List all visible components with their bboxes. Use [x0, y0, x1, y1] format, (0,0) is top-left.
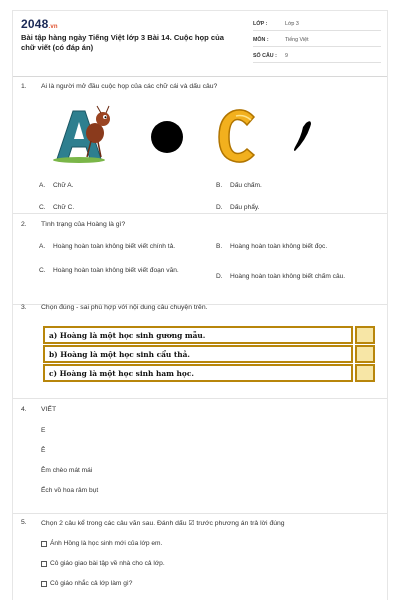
- option-text: Chữ A.: [53, 182, 74, 189]
- option-b[interactable]: [216, 182, 262, 189]
- checkbox-icon[interactable]: [41, 581, 47, 587]
- question-text: Chọn đúng - sai phù hợp với nội dung câu chuyện trên.: [41, 304, 208, 311]
- option-text: Hoàng hoàn toàn không biết viết đoạn văn.: [53, 267, 179, 274]
- question-2: [21, 221, 381, 301]
- option-text: Dấu phẩy.: [230, 204, 260, 211]
- checkbox-option[interactable]: [41, 580, 132, 587]
- worksheet-page: [12, 10, 388, 600]
- site-logo[interactable]: [21, 17, 58, 31]
- answer-box[interactable]: [355, 345, 375, 363]
- meta-panel: [253, 18, 381, 66]
- meta-row-count: [253, 50, 381, 63]
- option-text: Hoàng hoàn toàn không biết đọc.: [230, 243, 328, 250]
- option-d[interactable]: [216, 273, 345, 280]
- checkbox-label: Cô giáo nhắc cả lớp làm gì?: [50, 580, 133, 587]
- dot-image: [151, 121, 183, 153]
- option-c[interactable]: [39, 204, 74, 211]
- question-number: 2.: [21, 221, 27, 228]
- question-5: [21, 519, 381, 600]
- option-key: C.: [39, 204, 46, 211]
- option-a[interactable]: [39, 182, 74, 189]
- question-number: 1.: [21, 83, 27, 90]
- checkbox-icon[interactable]: [41, 541, 47, 547]
- statement-cell: a) Hoàng là một học sinh gương mẫu.: [43, 326, 353, 344]
- true-false-row: [43, 345, 388, 363]
- option-key: B.: [216, 182, 223, 189]
- writing-item: Êm chèo mát mái: [41, 467, 93, 474]
- option-text: Dấu chấm.: [230, 182, 262, 189]
- comma-image: [294, 121, 311, 151]
- writing-item: Ếch vồ hoa râm bụt: [41, 487, 99, 494]
- option-key: A.: [39, 243, 46, 250]
- option-text: Chữ C.: [53, 204, 75, 211]
- checkbox-label: Cô giáo giao bài tập về nhà cho cả lớp.: [50, 560, 165, 567]
- meta-value: Tiếng Việt: [285, 37, 309, 43]
- question-number: 3.: [21, 304, 27, 311]
- option-d[interactable]: [216, 204, 260, 211]
- logo-text: 2048: [21, 17, 49, 31]
- writing-item: E: [41, 427, 46, 434]
- option-key: C.: [39, 267, 46, 274]
- option-c[interactable]: [39, 265, 209, 276]
- true-false-row: [43, 326, 388, 344]
- checkbox-option[interactable]: [41, 560, 165, 567]
- question-text: Chọn 2 câu kể trong các câu văn sau. Đánh dấu ☑ trước phương án trả lời đúng: [41, 520, 285, 527]
- statement-cell: c) Hoàng là một học sinh ham học.: [43, 364, 353, 382]
- letter-a-ant-image: [53, 106, 110, 163]
- question-3: [21, 304, 381, 394]
- option-text: Hoàng hoàn toàn không biết chấm câu.: [230, 273, 346, 280]
- option-a[interactable]: [39, 243, 175, 250]
- checkbox-label: Ánh Hồng là học sinh mới của lớp em.: [50, 540, 163, 547]
- checkbox-icon[interactable]: [41, 561, 47, 567]
- option-key: A.: [39, 182, 46, 189]
- question-text: Ai là người mở đầu cuộc họp của các chữ cái và dấu câu?: [41, 83, 218, 90]
- meta-value: Lớp 3: [285, 21, 299, 27]
- meta-row-class: [253, 18, 381, 31]
- meta-label: MÔN :: [253, 37, 269, 43]
- question-text: VIẾT: [41, 406, 57, 413]
- true-false-row: [43, 364, 388, 382]
- letter-c-image: [219, 110, 254, 162]
- option-b[interactable]: [216, 243, 327, 250]
- statement-cell: b) Hoàng là một học sinh cẩu thả.: [43, 345, 353, 363]
- divider: [13, 213, 388, 214]
- option-key: D.: [216, 273, 223, 280]
- answer-box[interactable]: [355, 326, 375, 344]
- question-4: [21, 406, 381, 510]
- meta-label: SỐ CÂU :: [253, 53, 277, 59]
- answer-box[interactable]: [355, 364, 375, 382]
- option-key: D.: [216, 204, 223, 211]
- question-number: 5.: [21, 519, 27, 526]
- writing-item: Ê: [41, 447, 46, 454]
- meta-label: LỚP :: [253, 21, 268, 27]
- meta-value: 9: [285, 53, 288, 59]
- question-1: [21, 83, 381, 211]
- checkbox-option[interactable]: [41, 540, 162, 547]
- meta-row-subject: [253, 34, 381, 47]
- true-false-table: [43, 326, 388, 383]
- option-text: Hoàng hoàn toàn không biết viết chính tả.: [53, 243, 176, 250]
- divider: [13, 513, 388, 514]
- option-key: B.: [216, 243, 223, 250]
- page-title: Bài tập hàng ngày Tiếng Việt lớp 3 Bài 14. Cuộc họp của chữ viết (có đáp án): [21, 33, 225, 52]
- logo-suffix: .vn: [48, 24, 58, 30]
- question-text: Tình trạng của Hoàng là gì?: [41, 221, 126, 228]
- question-number: 4.: [21, 406, 27, 413]
- question-1-images: [49, 105, 379, 163]
- worksheet-header: [13, 11, 387, 77]
- divider: [13, 398, 388, 399]
